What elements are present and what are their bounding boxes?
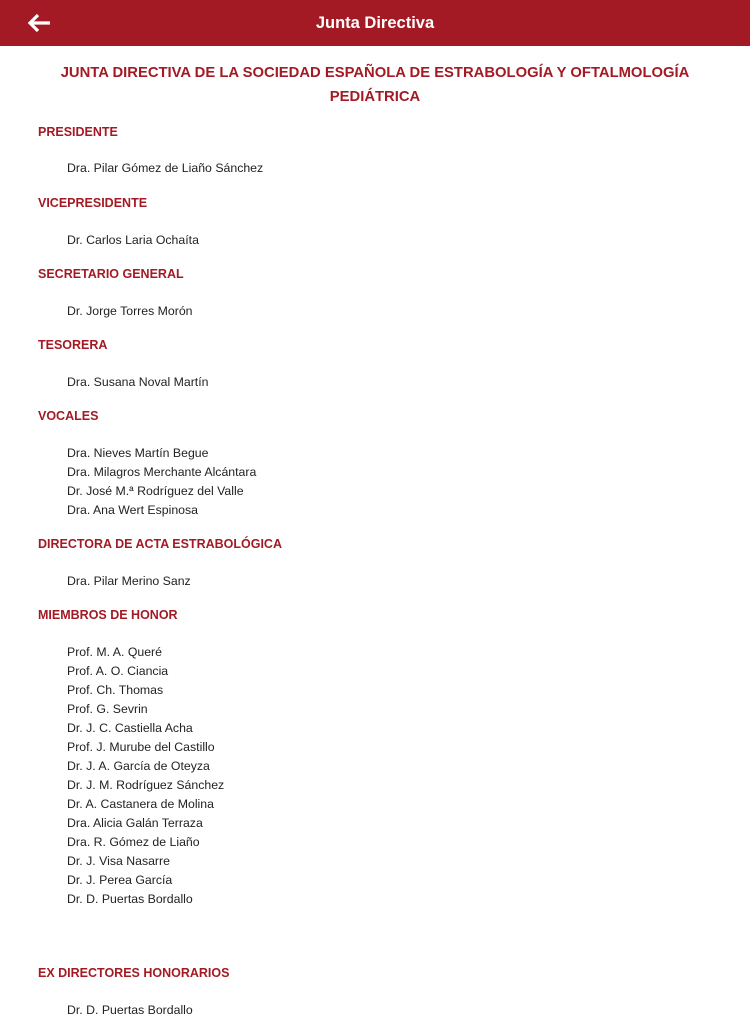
section-title: TESORERA [38, 338, 108, 352]
list-item: Dra. Susana Noval Martín [67, 375, 209, 389]
member-list [38, 373, 750, 392]
section-presidente [38, 125, 750, 178]
section-ex-directores [38, 966, 750, 1020]
member-list [38, 302, 750, 321]
section-title: VICEPRESIDENTE [38, 196, 148, 210]
section-directora-acta [38, 537, 750, 591]
list-item: Prof. M. A. Queré [67, 645, 162, 659]
section-title: VOCALES [38, 409, 99, 423]
list-item: Dr. J. M. Rodríguez Sánchez [67, 778, 225, 792]
member-list [38, 231, 750, 250]
list-item: Prof. J. Murube del Castillo [67, 740, 215, 754]
list-item: Dr. J. C. Castiella Acha [67, 721, 193, 735]
page-heading: JUNTA DIRECTIVA DE LA SOCIEDAD ESPAÑOLA DE ESTRABOLOGÍA Y OFTALMOLOGÍA PEDIÁTRICA [60, 65, 690, 105]
section-miembros-honor [38, 608, 750, 909]
member-list [38, 572, 750, 591]
section-title: SECRETARIO GENERAL [38, 267, 184, 281]
list-item: Dra. Nieves Martín Begue [67, 446, 209, 460]
section-title: EX DIRECTORES HONORARIOS [38, 966, 230, 980]
list-item: Dr. A. Castanera de Molina [67, 797, 214, 811]
member-list [38, 444, 750, 520]
section-tesorera [38, 338, 750, 392]
list-item: Dr. Jorge Torres Morón [67, 304, 193, 318]
list-item: Dr. J. Visa Nasarre [67, 854, 170, 868]
list-item: Dr. D. Puertas Bordallo [67, 892, 193, 906]
list-item: Prof. G. Sevrin [67, 702, 148, 716]
list-item: Dr. José M.ª Rodríguez del Valle [67, 484, 244, 498]
member-list [38, 1001, 750, 1020]
section-title: MIEMBROS DE HONOR [38, 608, 178, 622]
list-item: Dr. Carlos Laria Ochaíta [67, 233, 199, 247]
list-item: Dra. R. Gómez de Liaño [67, 835, 200, 849]
top-bar [0, 0, 750, 46]
arrow-left-icon [26, 11, 52, 35]
section-title: DIRECTORA DE ACTA ESTRABOLÓGICA [38, 537, 282, 551]
content-area [0, 46, 750, 1020]
section-vocales [38, 409, 750, 520]
list-item: Dra. Alicia Galán Terraza [67, 816, 203, 830]
list-item: Dra. Milagros Merchante Alcántara [67, 465, 257, 479]
list-item: Dr. J. Perea García [67, 873, 173, 887]
list-item: Prof. Ch. Thomas [67, 683, 164, 697]
list-item: Dr. D. Puertas Bordallo [67, 1003, 193, 1017]
section-secretario-general [38, 267, 750, 321]
section-vicepresidente [38, 196, 750, 250]
back-button[interactable] [26, 11, 52, 35]
list-item: Dra. Pilar Gómez de Liaño Sánchez [67, 161, 264, 175]
list-item: Dra. Pilar Merino Sanz [67, 574, 191, 588]
member-list [38, 643, 750, 909]
list-item: Dr. J. A. García de Oteyza [67, 759, 210, 773]
section-title: PRESIDENTE [38, 125, 118, 139]
list-item: Prof. A. O. Ciancia [67, 664, 169, 678]
list-item: Dra. Ana Wert Espinosa [67, 503, 199, 517]
member-list [38, 159, 750, 178]
page-title: Junta Directiva [315, 13, 435, 32]
